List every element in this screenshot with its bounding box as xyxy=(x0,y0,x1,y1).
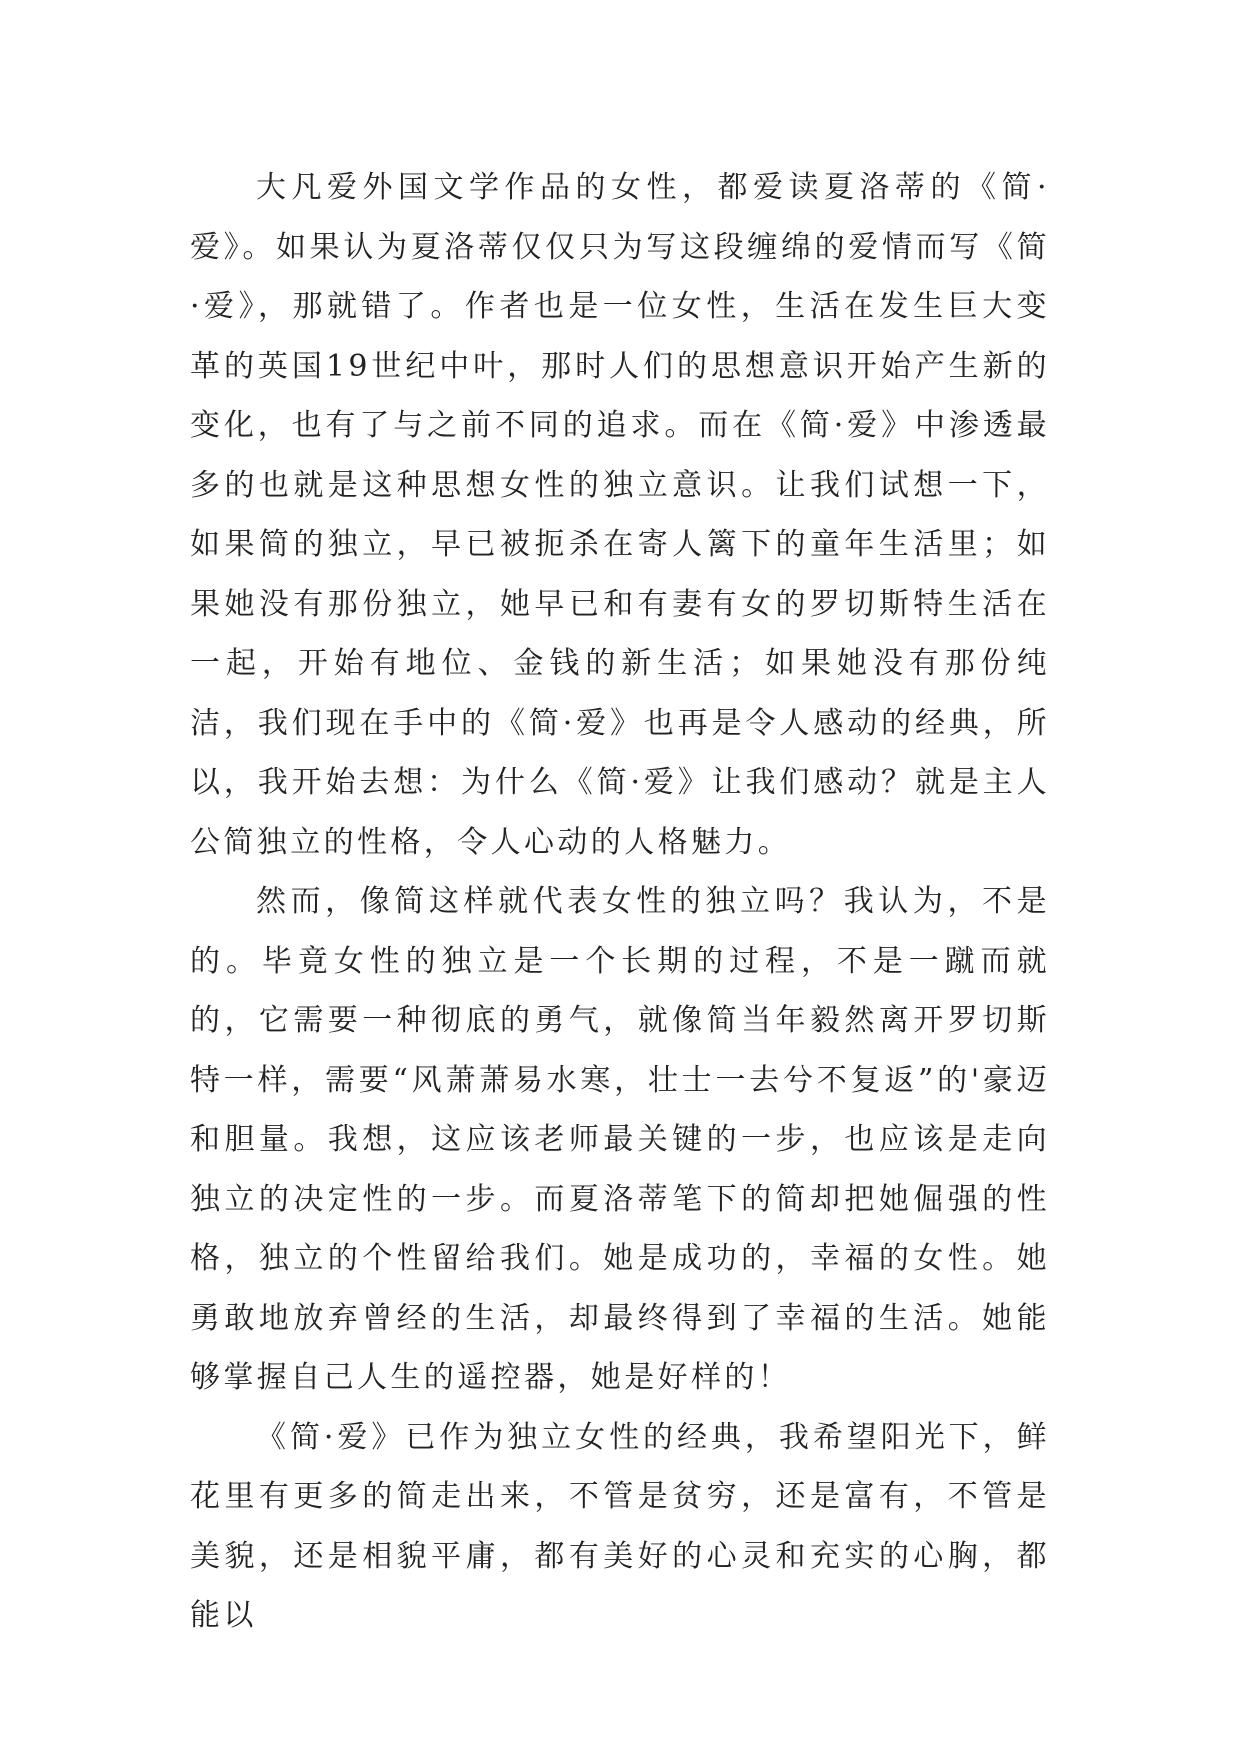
document-body xyxy=(190,158,1050,1646)
paragraph-3: 《简·爱》已作为独立女性的经典，我希望阳光下，鲜花里有更多的简走出来，不管是贫穷，还是富有，不管是美貌，还是相貌平庸，都有美好的心灵和充实的心胸，都能以 xyxy=(190,1419,1050,1633)
paragraph-1: 大凡爱外国文学作品的女性，都爱读夏洛蒂的《简·爱》。如果认为夏洛蒂仅仅只为写这段缠绵的爱情而写《简·爱》，那就错了。作者也是一位女性，生活在发生巨大变革的英国19世纪中叶，那时人们的思想意识开始产生新的变化，也有了与之前不同的追求。而在《简·爱》中渗透最多的也就是这种思想女性的独立意识。让我们试想一下，如果简的独立，早已被扼杀在寄人篱下的童年生活里；如果她没有那份独立，她早已和有妻有女的罗切斯特生活在一起，开始有地位、金钱的新生活；如果她没有那份纯洁，我们现在手中的《简·爱》也再是令人感动的经典，所以，我开始去想：为什么《简·爱》让我们感动？就是主人公简独立的性格，令人心动的人格魅力。 xyxy=(190,170,1050,860)
paragraph-2: 然而，像简这样就代表女性的独立吗？我认为，不是的。毕竟女性的独立是一个长期的过程，不是一蹴而就的，它需要一种彻底的勇气，就像简当年毅然离开罗切斯特一样，需要“风萧萧易水寒，壮士一去兮不复返”的'豪迈和胆量。我想，这应该老师最关键的一步，也应该是走向独立的决定性的一步。而夏洛蒂笔下的简却把她倔强的性格，独立的个性留给我们。她是成功的，幸福的女性。她勇敢地放弃曾经的生活，却最终得到了幸福的生活。她能够掌握自己人生的遥控器，她是好样的！ xyxy=(190,884,1050,1395)
